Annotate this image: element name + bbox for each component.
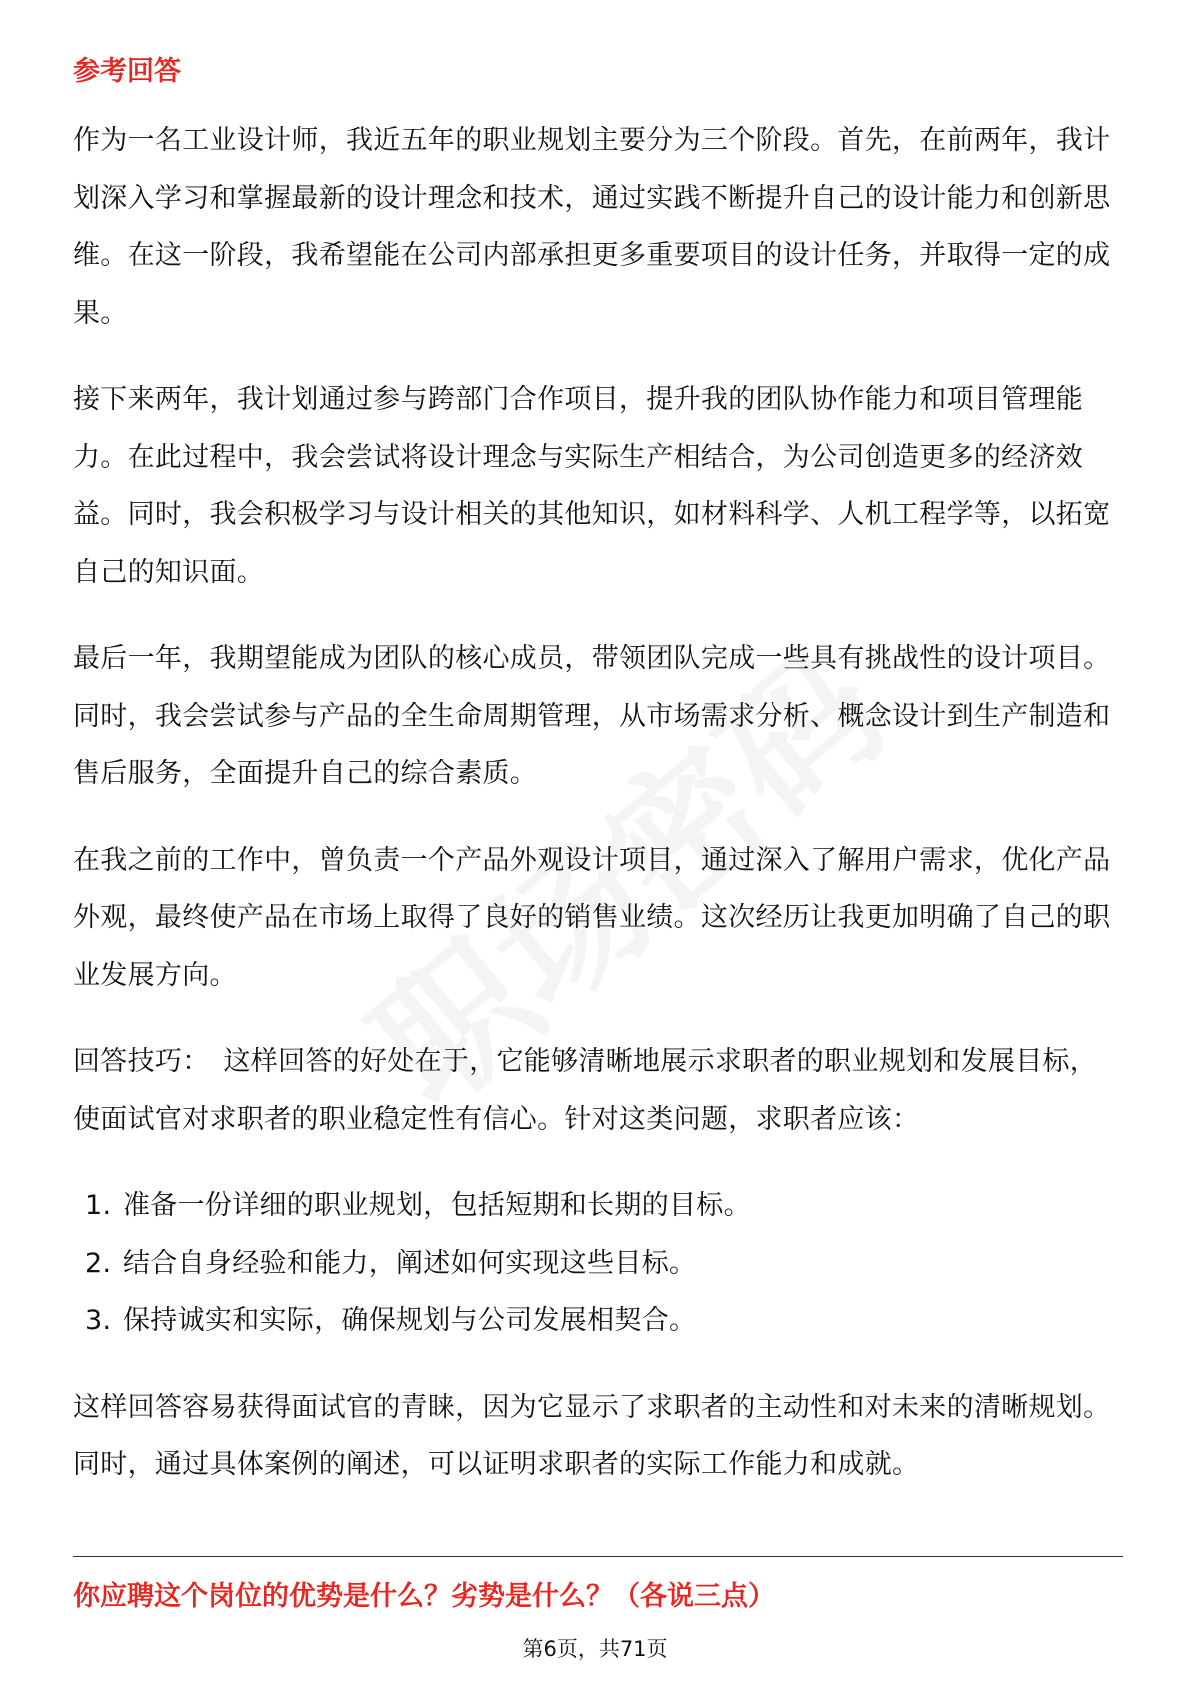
list-item-text: 准备一份详细的职业规划，包括短期和长期的目标。 <box>123 1190 751 1221</box>
tips-label: 回答技巧： <box>73 1046 210 1077</box>
next-question-heading: 你应聘这个岗位的优势是什么？劣势是什么？（各说三点） <box>73 1581 775 1612</box>
list-item <box>73 1292 1123 1350</box>
list-item-text: 保持诚实和实际，确保规划与公司发展相契合。 <box>123 1305 697 1336</box>
list-item <box>73 1235 1123 1293</box>
answer-paragraph-2: 接下来两年，我计划通过参与跨部门合作项目，提升我的团队协作能力和项目管理能力。在此过程中，我会尝试将设计理念与实际生产相结合，为公司创造更多的经济效益。同时，我会积极学习与设计相关的其他知识，如材料科学、人机工程学等，以拓宽自己的知识面。 <box>73 384 1111 588</box>
answer-paragraph-4: 在我之前的工作中，曾负责一个产品外观设计项目，通过深入了解用户需求，优化产品外观，最终使产品在市场上取得了良好的销售业绩。这次经历让我更加明确了自己的职业发展方向。 <box>73 844 1111 991</box>
tips-list <box>73 1177 1123 1350</box>
tips-text: 这样回答的好处在于，它能够清晰地展示求职者的职业规划和发展目标，使面试官对求职者的职业稳定性有信心。针对这类问题，求职者应该： <box>73 1046 1098 1135</box>
tips-paragraph <box>73 1033 1123 1148</box>
answer-paragraph-1: 作为一名工业设计师，我近五年的职业规划主要分为三个阶段。首先，在前两年，我计划深入学习和掌握最新的设计理念和技术，通过实践不断提升自己的设计能力和创新思维。在这一阶段，我希望能在公司内部承担更多重要项目的设计任务，并取得一定的成果。 <box>73 125 1111 329</box>
section-divider <box>73 1556 1123 1557</box>
list-item <box>73 1177 1123 1235</box>
list-item-number: 3. <box>85 1305 112 1336</box>
answer-paragraph-3: 最后一年，我期望能成为团队的核心成员，带领团队完成一些具有挑战性的设计项目。同时，我会尝试参与产品的全生命周期管理，从市场需求分析、概念设计到生产制造和售后服务，全面提升自己的综合素质。 <box>73 643 1111 789</box>
list-item-number: 2. <box>85 1247 112 1279</box>
closing-paragraph: 这样回答容易获得面试官的青睐，因为它显示了求职者的主动性和对未来的清晰规划。同时，通过具体案例的阐述，可以证明求职者的实际工作能力和成就。 <box>73 1391 1111 1480</box>
list-item-number: 1. <box>85 1190 112 1221</box>
page-content <box>73 52 1123 1523</box>
section-title: 参考回答 <box>73 56 181 87</box>
list-item-text: 结合自身经验和能力，阐述如何实现这些目标。 <box>123 1247 697 1279</box>
page-number: 第6页，共71页 <box>522 1637 668 1661</box>
